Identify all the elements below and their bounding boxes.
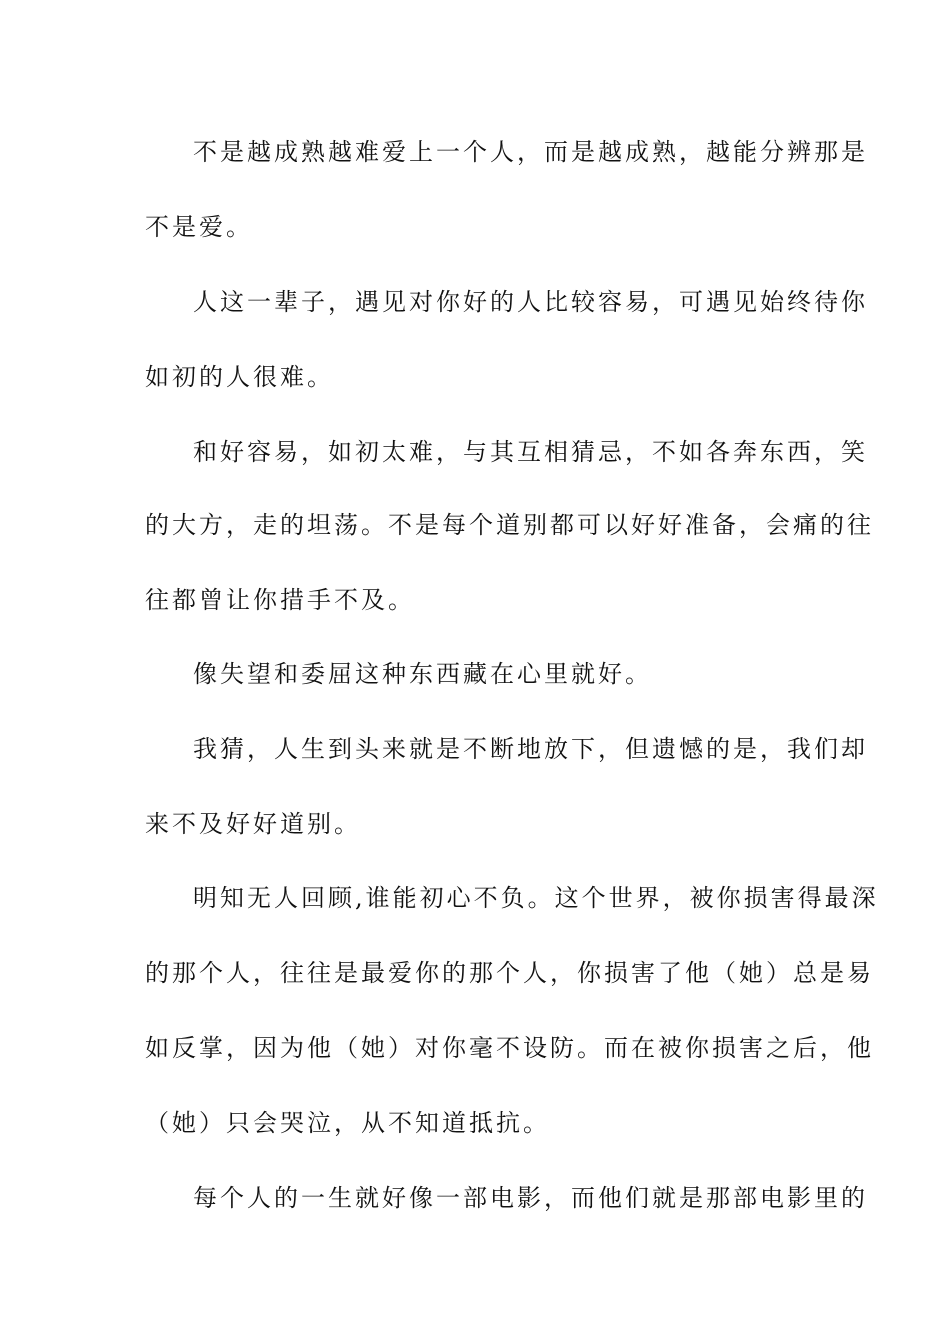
paragraph-3-line-1: 和好容易，如初太难，与其互相猜忌，不如各奔东西，笑	[193, 438, 868, 466]
paragraph-6-line-2: 的那个人，往往是最爱你的那个人，你损害了他（她）总是易	[145, 959, 874, 987]
paragraph-3-line-2: 的大方，走的坦荡。不是每个道别都可以好好准备，会痛的往	[145, 511, 874, 539]
paragraph-1-line-2: 不是爱。	[145, 213, 253, 241]
paragraph-6-line-4: （她）只会哭泣，从不知道抵抗。	[145, 1109, 550, 1137]
paragraph-2-line-2: 如初的人很难。	[145, 363, 334, 391]
paragraph-6-line-3: 如反掌，因为他（她）对你毫不设防。而在被你损害之后，他	[145, 1034, 874, 1062]
paragraph-5-line-1: 我猜，人生到头来就是不断地放下，但遗憾的是，我们却	[193, 735, 868, 763]
paragraph-6-line-1: 明知无人回顾,谁能初心不负。这个世界，被你损害得最深	[193, 884, 879, 912]
paragraph-1-line-1: 不是越成熟越难爱上一个人，而是越成熟，越能分辨那是	[193, 138, 868, 166]
paragraph-7-line-1: 每个人的一生就好像一部电影，而他们就是那部电影里的	[193, 1184, 868, 1212]
paragraph-5-line-2: 来不及好好道别。	[145, 810, 361, 838]
paragraph-3-line-3: 往都曾让你措手不及。	[145, 586, 415, 614]
paragraph-4-line-1: 像失望和委屈这种东西藏在心里就好。	[193, 660, 652, 688]
paragraph-2-line-1: 人这一辈子，遇见对你好的人比较容易，可遇见始终待你	[193, 288, 868, 316]
